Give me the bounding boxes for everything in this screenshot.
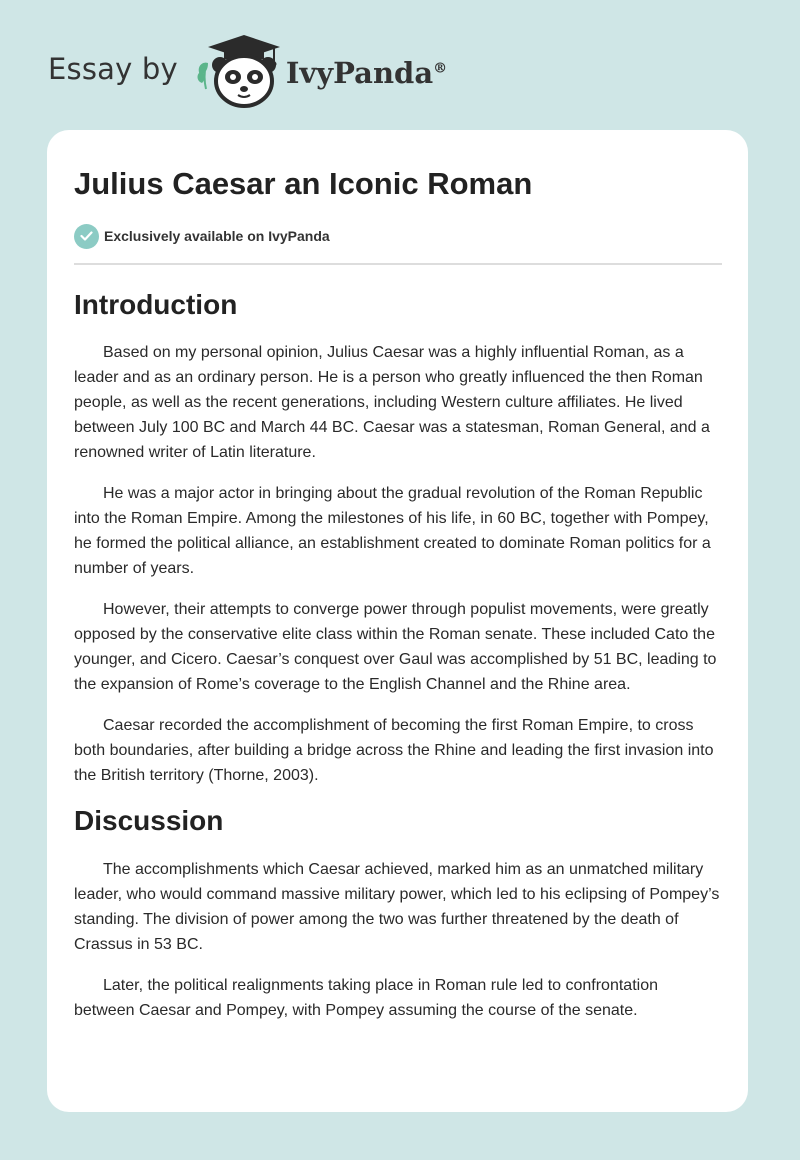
section-heading-discussion: Discussion	[74, 805, 224, 836]
paragraph: The accomplishments which Caesar achieved, marked him as an unmatched military leader, who would command massive military power, which led to his eclipsing of Pompey’s standing. The division of power among the two was further threatened by the death of Crassus in 53 BC.	[74, 861, 720, 953]
brand-label: IvyPanda	[285, 56, 434, 90]
brand-name[interactable]	[286, 56, 447, 90]
paragraph: However, their attempts to converge power through populist movements, were greatly opposed by the conservative elite class within the Roman senate. These included Cato the younger, and Cicero. Caesar’s conquest over Gaul was accomplished by 51 BC, leading to the expansion of Rome’s coverage to the English Channel and the Rhine area.	[74, 601, 717, 693]
title-divider	[74, 263, 722, 265]
registered-mark: ®	[433, 60, 448, 77]
paragraph: He was a major actor in bringing about the gradual revolution of the Roman Republic into the Roman Empire. Among the milestones of his life, in 60 BC, together with Pompey, he formed the political alliance, an establishment created to dominate Roman politics for a number of years.	[74, 485, 711, 577]
exclusive-badge	[74, 222, 722, 250]
page-title: Julius Caesar an Iconic Roman	[74, 166, 533, 201]
essay-card	[47, 130, 748, 1112]
paragraph: Based on my personal opinion, Julius Caesar was a highly influential Roman, as a leader and as an ordinary person. He is a person who greatly influenced the then Roman people, as well as the recent generations, including Western culture affiliates. He lived between July 100 BC and March 44 BC. Caesar was a statesman, Roman General, and a renowned writer of Latin literature.	[74, 344, 710, 461]
exclusive-badge-label: Exclusively available on IvyPanda	[104, 228, 330, 244]
paragraph: Later, the political realignments taking place in Roman rule led to confrontation between Caesar and Pompey, with Pompey assuming the course of the senate.	[74, 977, 658, 1019]
essay-by-label: Essay by	[48, 52, 178, 86]
panda-logo-icon[interactable]	[194, 33, 282, 109]
section-heading-introduction: Introduction	[74, 289, 238, 320]
site-header	[48, 32, 447, 110]
paragraph: Caesar recorded the accomplishment of becoming the first Roman Empire, to cross both boundaries, after building a bridge across the Rhine and leading the first invasion into the British territory (Thorne, 2003).	[74, 717, 714, 784]
check-icon	[74, 224, 99, 249]
